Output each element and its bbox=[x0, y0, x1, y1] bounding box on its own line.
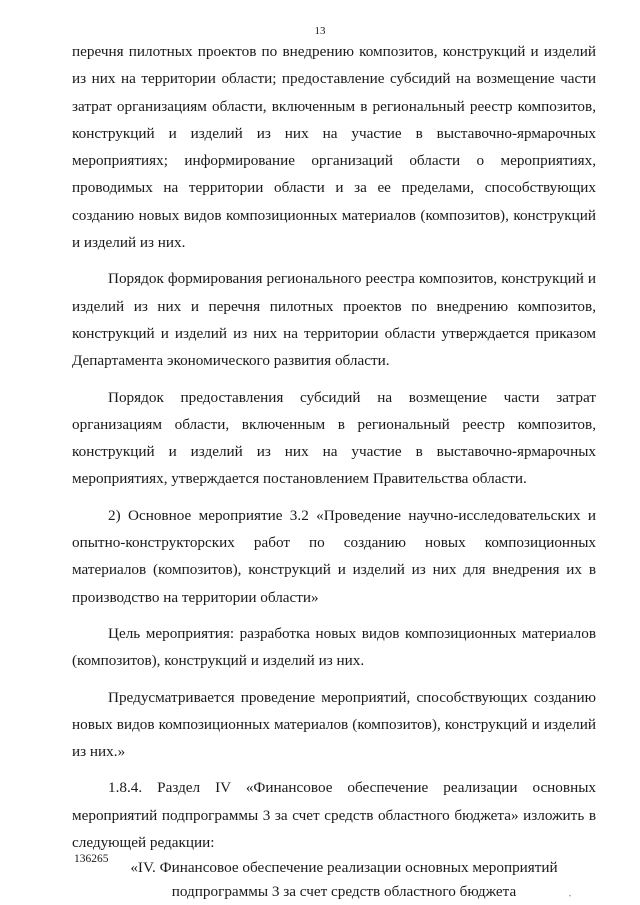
paragraph-planned-activities: Предусматривается проведение мероприятий, способствующих созданию новых видов композиционных материалов (композитов), конструкций и изделий из них.» bbox=[72, 688, 596, 761]
paragraph-subsidy-procedure: Порядок предоставления субсидий на возмещение части затрат организациям области, включенным в региональный реестр композитов, конструкций и изделий из них на участие в выставочно-ярмарочных мероприятиях, утверждается постановлением Правительства области. bbox=[72, 388, 596, 488]
paragraph-activity-goal: Цель мероприятия: разработка новых видов композиционных материалов (композитов), конструкций и изделий из них. bbox=[72, 624, 596, 670]
paragraph-main-activity-3-2: 2) Основное мероприятие 3.2 «Проведение научно-исследовательских и опытно-конструкторских работ по созданию новых композиционных материалов (композитов), конструкций и изделий из них для внедрения их в производство на территории области» bbox=[72, 506, 596, 606]
paragraph-continuation: перечня пилотных проектов по внедрению композитов, конструкций и изделий из них на территории области; предоставление субсидий на возмещение части затрат организациям области, включенным в региональный реестр композитов, конструкций и изделий из них на участие в выставочно-ярмарочных мероприятиях; информирование организаций области о мероприятиях, проводимых на территории области и за ее пределами, способствующих созданию новых видов композиционных материалов (композитов), конструкций и изделий из них. bbox=[72, 43, 596, 252]
document-body bbox=[72, 38, 596, 904]
document-code: 136265 bbox=[74, 853, 109, 865]
page-number: 13 bbox=[314, 25, 326, 37]
paragraph-section-iv-amendment: 1.8.4. Раздел IV «Финансовое обеспечение реализации основных мероприятий подпрограммы 3 за счет средств областного бюджета» изложить в следующей редакции: bbox=[72, 779, 596, 852]
corner-mark: " bbox=[569, 895, 572, 901]
section-iv-title: «IV. Финансовое обеспечение реализации основных мероприятий подпрограммы 3 за счет средств областного бюджета bbox=[130, 859, 558, 901]
paragraph-registry-procedure: Порядок формирования регионального реестра композитов, конструкций и изделий из них и перечня пилотных проектов по внедрению композитов, конструкций и изделий из них на территории области утверждается приказом Департамента экономического развития области. bbox=[72, 270, 596, 370]
